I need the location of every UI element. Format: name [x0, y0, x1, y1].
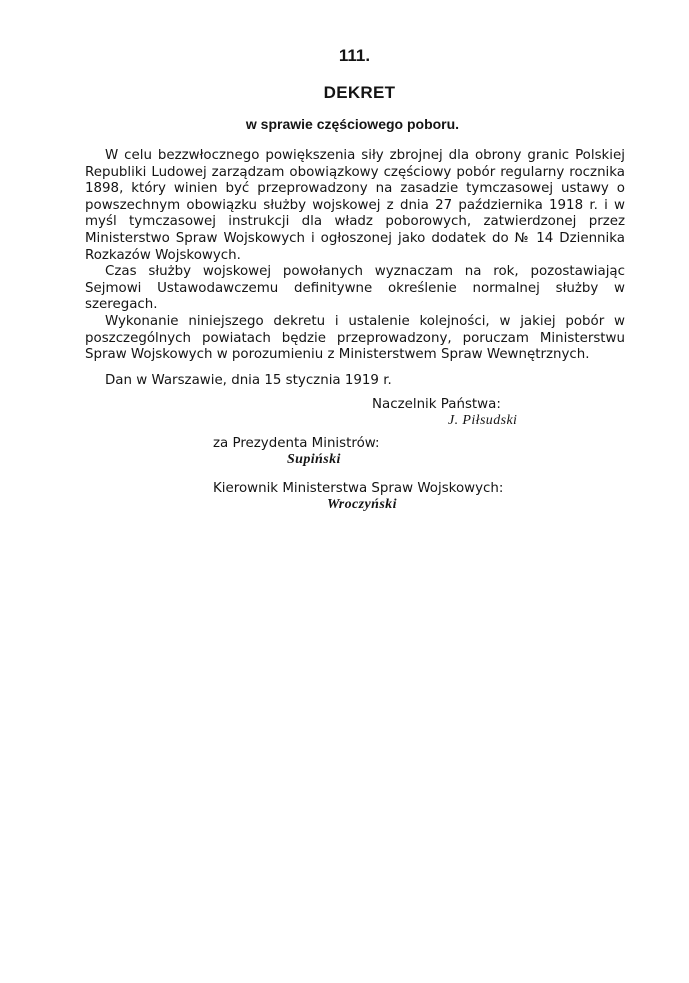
head-of-state-signature: J. Piłsudski — [448, 413, 518, 428]
paragraph-conscription: W celu bezzwłocznego powiększenia siły zbrojnej dla obrony granic Polskiej Republiki Ludowej zarządzam obowiązkowy częściowy pobór regularny rocznika 1898, który winien być przeprowadzony na zasadzie tymczasowej ustawy o powszechnym obowiązku służby wojskowej z dnia 27 października 1918 r. i w myśl tymczasowej instrukcji dla władz poborowych, zatwierdzonej przez Ministerstwo Spraw Wojskowych i ogłoszonej jako dodatek do № 14 Dziennika Rozkazów Wojskowych. — [85, 148, 625, 263]
head-of-state-label: Naczelnik Państwa: — [372, 397, 501, 412]
paragraph-execution: Wykonanie niniejszego dekretu i ustalenie kolejności, w jakiej pobór w poszczególnych powiatach będzie przeprowadzony, poruczam Ministerstwu Spraw Wojskowych w porozumieniu z Ministerstwem Spraw Wewnętrznych. — [85, 313, 625, 363]
paragraph-service-time: Czas służby wojskowej powołanych wyznaczam na rok, pozostawiając Sejmowi Ustawodawczemu definitywne określenie normalnej służby w szeregach. — [85, 264, 625, 313]
prime-minister-signature: Supiński — [287, 452, 341, 467]
military-minister-label: Kierownik Ministerstwa Spraw Wojskowych: — [213, 481, 504, 496]
decree-body — [85, 148, 625, 364]
dateline: Dan w Warszawie, dnia 15 stycznia 1919 r. — [105, 373, 392, 388]
military-minister-signature: Wroczyński — [327, 497, 397, 512]
prime-minister-label: za Prezydenta Ministrów: — [213, 436, 380, 451]
decree-title: DEKRET — [323, 83, 396, 102]
decree-number: 111. — [338, 46, 371, 65]
decree-subtitle: w sprawie częściowego poboru. — [245, 116, 460, 132]
